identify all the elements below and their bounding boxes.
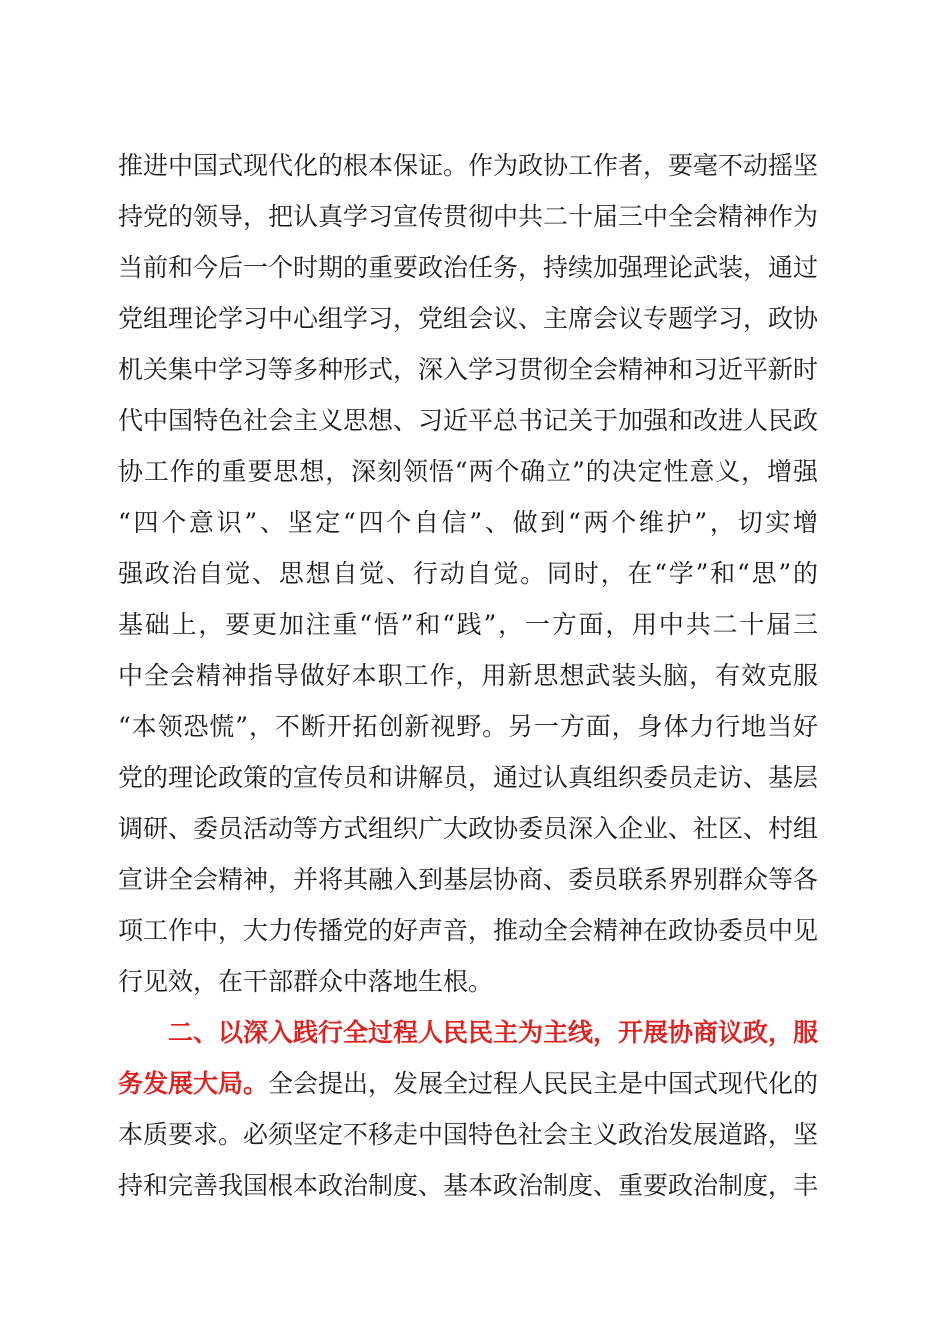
document-body: [118, 140, 818, 1211]
text-line: 代中国特色社会主义思想、习近平总书记关于加强和改进人民政: [118, 406, 819, 435]
text-line: “本领恐慌”，不断开拓创新视野。另一方面，身体力行地当好: [118, 712, 818, 741]
text-line: 调研、委员活动等方式组织广大政协委员深入企业、社区、村组: [118, 814, 819, 843]
text-line: 持党的领导，把认真学习宣传贯彻中共二十届三中全会精神作为: [118, 202, 819, 231]
text-line: 持和完善我国根本政治制度、基本政治制度、重要政治制度，丰: [118, 1171, 819, 1200]
text-line: 项工作中，大力传播党的好声音，推动全会精神在政协委员中见: [118, 916, 819, 945]
text-line: 基础上，要更加注重“悟”和“践”，一方面，用中共二十届三: [118, 610, 818, 639]
paragraph-2: [118, 1007, 818, 1211]
text-line: 党的理论政策的宣传员和讲解员，通过认真组织委员走访、基层: [118, 763, 819, 792]
text-line: 推进中国式现代化的根本保证。作为政协工作者，要毫不动摇坚: [118, 151, 819, 180]
text-line: 强政治自觉、思想自觉、行动自觉。同时，在“学”和“思”的: [118, 559, 818, 588]
text-line: “四个意识”、坚定“四个自信”、做到“两个维护”，切实增: [118, 508, 818, 537]
text-line: 行见效，在干部群众中落地生根。: [118, 967, 494, 996]
text-line: 宣讲全会精神，并将其融入到基层协商、委员联系界别群众等各: [118, 865, 819, 894]
text-line: 本质要求。必须坚定不移走中国特色社会主义政治发展道路，坚: [118, 1120, 819, 1149]
text-line: [118, 1058, 818, 1109]
text-segment: 全会提出，发展全过程人民民主是中国式现代化的: [268, 1069, 819, 1098]
text-line: 协工作的重要思想，深刻领悟“两个确立”的决定性意义，增强: [118, 457, 818, 486]
text-line: 党组理论学习中心组学习，党组会议、主席会议专题学习，政协: [118, 304, 819, 333]
text-line: 中全会精神指导做好本职工作，用新思想武装头脑，有效克服: [118, 661, 818, 690]
text-line: 当前和今后一个时期的重要政治任务，持续加强理论武装，通过: [118, 253, 819, 282]
section-heading: 二、以深入践行全过程人民民主为主线，开展协商议政，服: [168, 1018, 819, 1047]
text-line: 机关集中学习等多种形式，深入学习贯彻全会精神和习近平新时: [118, 355, 819, 384]
section-heading-end: 务发展大局。: [118, 1069, 269, 1098]
paragraph-1: [118, 140, 818, 1007]
